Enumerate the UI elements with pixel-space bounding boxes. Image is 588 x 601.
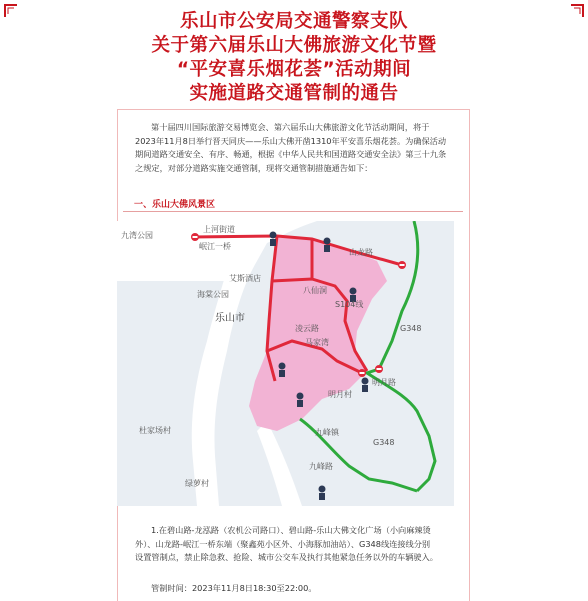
intro-line-3: 期间道路交通安全、有序、畅通，根据《中华人民共和国道路交通安全法》第三十九条 (135, 149, 447, 160)
measure-line-1: 1.在碧山路-龙泓路（农机公司路口）、碧山路-乐山大佛文化广场（小向麻辣烫 (151, 525, 431, 535)
label-majia: 马家湾 (305, 338, 329, 347)
label-g348-b: G348 (373, 438, 395, 447)
label-jiufeng-town: 九峰镇 (315, 428, 339, 437)
label-lvlu: 绿萝村 (185, 479, 209, 488)
measure-line-2: 外）、山龙路-岷江一桥东端（聚鑫苑小区外、小海豚加油站）、G348线连接线分别 (135, 538, 431, 549)
label-haitang-park: 海棠公园 (197, 290, 229, 299)
notice-title (0, 0, 588, 108)
label-jiuwan: 九湾公园 (121, 231, 153, 240)
label-shanglong-nan: 上河街道 (203, 225, 235, 234)
section-divider (123, 211, 463, 212)
intro-line-2: 2023年11月8日举行晋天同庆——乐山大佛开凿1310年平安喜乐烟花荟。为确保活动 (135, 135, 447, 146)
control-time: 管制时间：2023年11月8日18:30至22:00。 (151, 583, 317, 593)
label-g348-a: G348 (400, 324, 422, 333)
label-leshan-city: 乐山市 (215, 313, 245, 324)
title-line-1: 乐山市公安局交通警察支队 (179, 11, 408, 32)
label-lingyun-road: 凌云路 (295, 324, 319, 333)
label-duoshan: 明月村 (328, 390, 352, 399)
label-shanlong-road: 山龙路 (349, 248, 373, 257)
title-line-4: 实施道路交通管制的通告 (189, 83, 399, 104)
map-graphic (117, 221, 454, 506)
label-minjiang-bridge: 岷江一桥 (199, 242, 231, 251)
label-mingyue-road: 明月路 (372, 378, 396, 387)
intro-line-4: 之规定，对部分道路实施交通管制，现将交通管制措施通告如下： (135, 162, 373, 173)
label-aiken-hotel: 艾斯酒店 (229, 274, 261, 283)
measure-line-3: 设置管制点，禁止除急救、抢险、城市公交车及执行其他紧急任务以外的车辆驶入。 (135, 552, 438, 563)
traffic-control-map (117, 221, 454, 506)
label-s104: S104线 (335, 300, 364, 309)
intro-line-1: 第十届四川国际旅游交易博览会、第六届乐山大佛旅游文化节活动期间，将于 (151, 122, 430, 132)
title-line-2: 关于第六届乐山大佛旅游文化节暨 (151, 35, 437, 56)
label-dujiachang: 杜家场村 (139, 426, 171, 435)
label-bashan: 八仙洞 (303, 286, 327, 295)
measure-paragraph (135, 524, 457, 565)
section-title: 一、乐山大佛风景区 (134, 200, 216, 210)
intro-paragraph (135, 121, 457, 175)
label-jiufeng-road: 九峰路 (309, 462, 333, 471)
title-line-3: “平安喜乐烟花荟”活动期间 (176, 59, 412, 80)
